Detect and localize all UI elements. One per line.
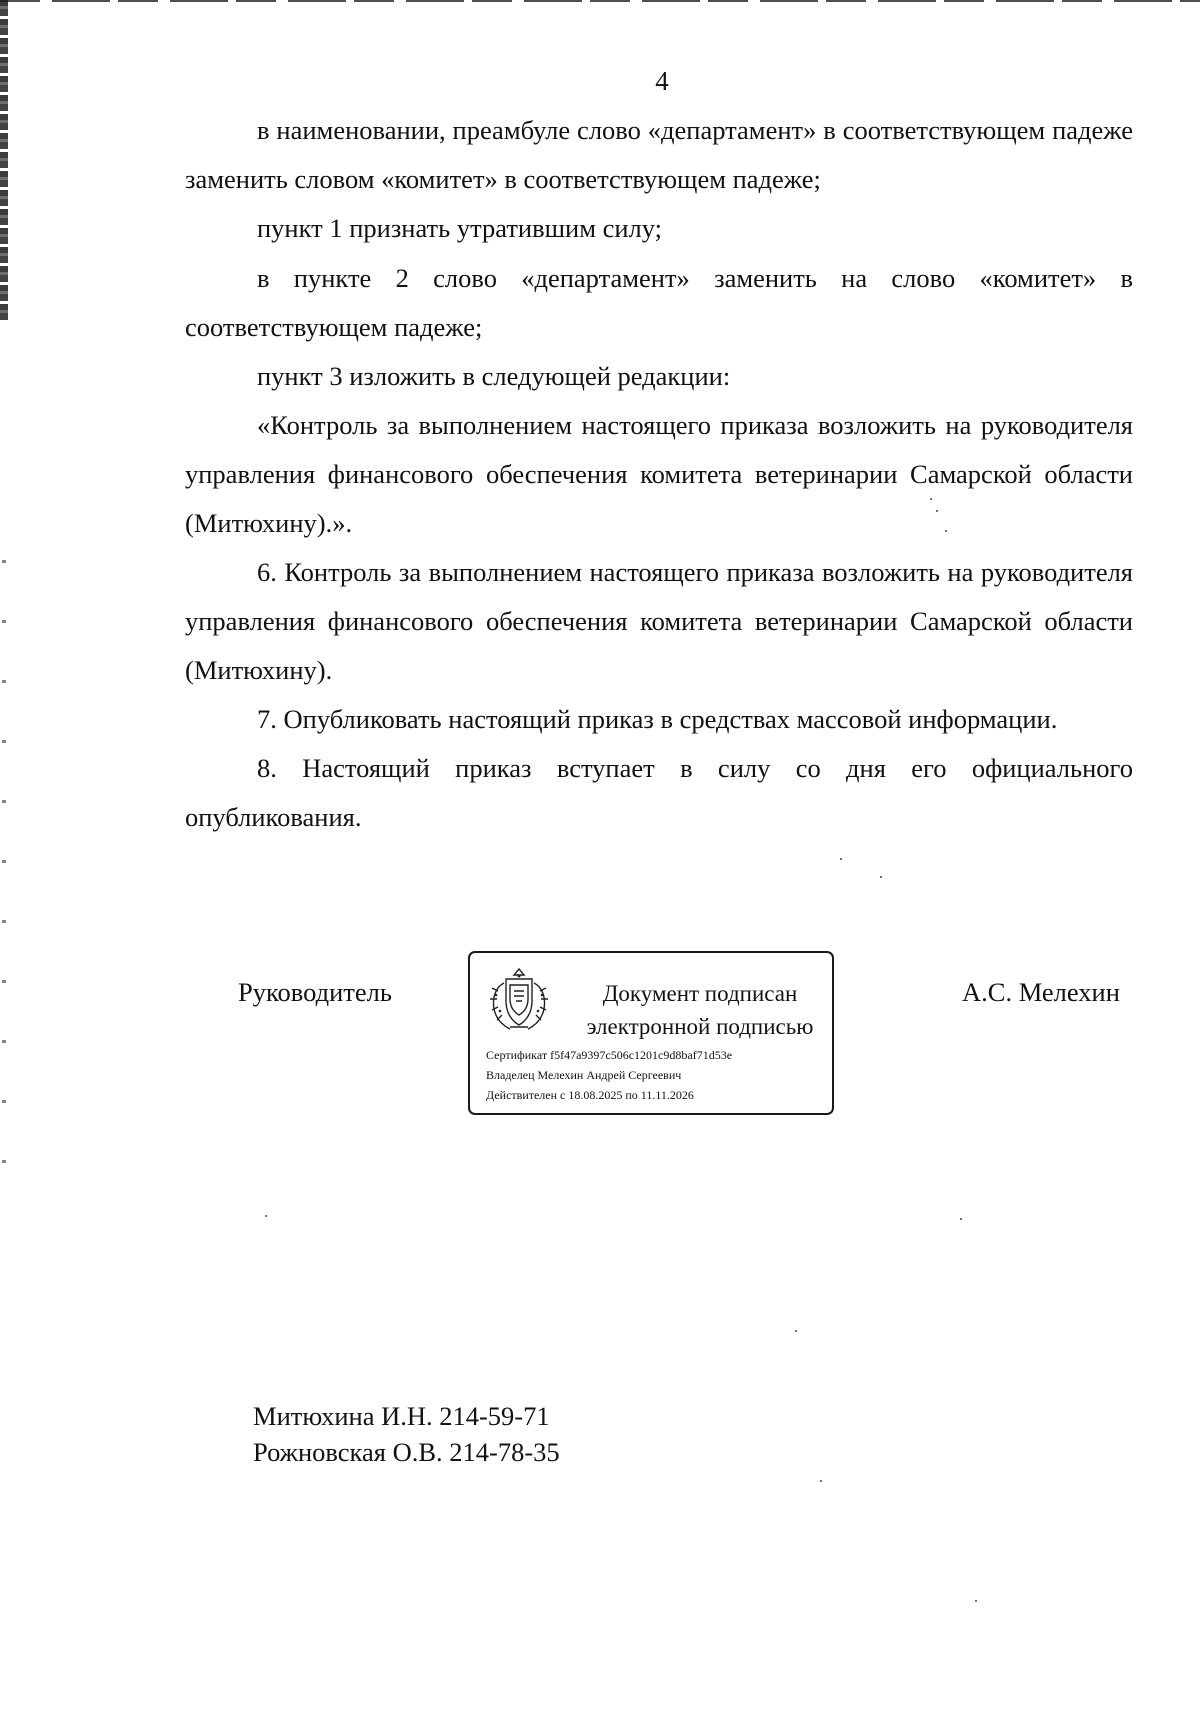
- stamp-title-line-2: электронной подписью: [586, 1014, 814, 1039]
- stamp-certificate: Сертификат f5f47a9397c506c1201c9d8baf71d53e: [486, 1048, 733, 1062]
- paragraph-point-3-text: «Контроль за выполнением настоящего приказа возложить на руководителя управления финансового обеспечения комитета ветеринарии Самарской области (Митюхину).».: [185, 410, 1133, 538]
- scan-speck: [880, 876, 882, 878]
- contact-line: Митюхина И.Н. 214-59-71: [253, 1401, 550, 1431]
- scan-speck: [945, 530, 947, 532]
- contacts-block: [253, 1398, 560, 1470]
- stamp-title-line-1: Документ подписан: [602, 981, 798, 1006]
- contact-line: Рожновская О.В. 214-78-35: [253, 1437, 560, 1467]
- scan-artifact-left-dots: [2, 560, 6, 1200]
- electronic-signature-stamp: [468, 951, 834, 1115]
- paragraph-point-1: пункт 1 признать утратившим силу;: [257, 213, 663, 243]
- scan-speck: [820, 1480, 822, 1482]
- paragraph-point-2: в пункте 2 слово «департамент» заменить на слово «комитет» в соответствующем падеже;: [185, 263, 1133, 342]
- scan-speck: [795, 1330, 797, 1332]
- paragraph-item-8: 8. Настоящий приказ вступает в силу со дня его официального опубликования.: [185, 753, 1133, 832]
- page-number: 4: [655, 66, 669, 96]
- coat-of-arms-icon: [486, 965, 552, 1035]
- scan-speck: [936, 510, 938, 512]
- stamp-validity: Действителен с 18.08.2025 по 11.11.2026: [486, 1088, 694, 1102]
- paragraph-item-6: 6. Контроль за выполнением настоящего приказа возложить на руководителя управления финансового обеспечения комитета ветеринарии Самарской области (Митюхину).: [185, 557, 1133, 685]
- signatory-role: Руководитель: [238, 977, 392, 1007]
- stamp-details: [486, 1045, 732, 1105]
- scan-speck: [960, 1218, 962, 1220]
- scan-speck: [930, 498, 932, 500]
- scan-artifact-top: [0, 0, 1200, 2]
- scan-speck: [265, 1215, 267, 1217]
- paragraph-item-7: 7. Опубликовать настоящий приказ в средствах массовой информации.: [257, 704, 1058, 734]
- stamp-title: [570, 977, 830, 1043]
- signatory-name: А.С. Мелехин: [962, 977, 1120, 1007]
- scan-speck: [840, 858, 842, 860]
- scan-artifact-left-edge: [0, 0, 8, 320]
- scan-speck: [975, 1600, 977, 1602]
- stamp-owner: Владелец Мелехин Андрей Сергеевич: [486, 1068, 682, 1082]
- paragraph-point-3: пункт 3 изложить в следующей редакции:: [257, 361, 731, 391]
- paragraph-rename: в наименовании, преамбуле слово «департамент» в соответствующем падеже заменить словом «комитет» в соответствующем падеже;: [185, 115, 1133, 194]
